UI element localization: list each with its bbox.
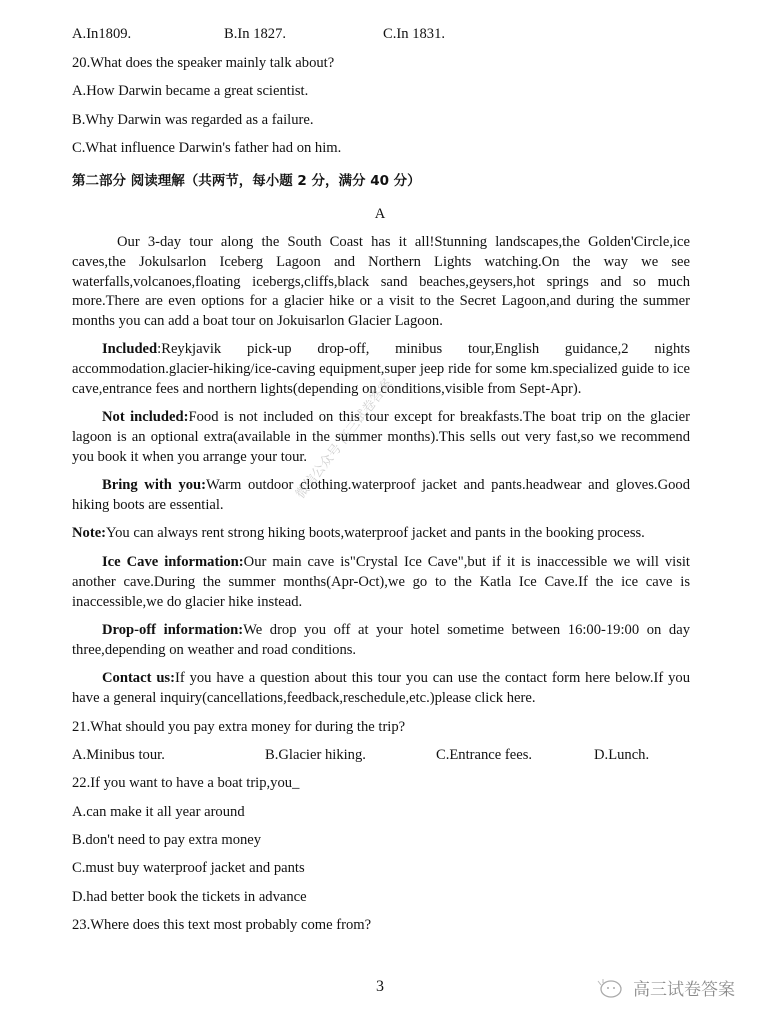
q21-option-d: D.Lunch. xyxy=(594,747,650,763)
not-included-label: Not included: xyxy=(102,409,189,425)
note-paragraph xyxy=(72,524,690,544)
q21-option-a: A.Minibus tour. xyxy=(72,747,165,763)
q20-option-b: B.Why Darwin was regarded as a failure. xyxy=(72,112,314,128)
page-number: 3 xyxy=(376,978,384,995)
contact-paragraph xyxy=(72,669,690,709)
ice-cave-text: Our main cave is"Crystal Ice Cave",but if it is inaccessible we will visit another cave.During the summer months(Apr-Oct),we go to the Katla Ice Cave.If the ice cave is inaccessible,we do glacier hike instead. xyxy=(72,554,690,610)
included-label: Included xyxy=(102,341,158,357)
included-text: Reykjavik pick-up drop-off, minibus tour,English guidance,2 nights accommodation.glacier-hiking/ice-caving equipment,super jeep ride for some km.specialized guide to ice cave,entrance fees and northern lights(depending on conditions,visible from Sept-Apr). xyxy=(72,341,690,397)
not-included-text: Food is not included on this tour except for breakfasts.The boat trip on the glacier lagoon is an optional extra(available in the summer months).This sells out very fast,so we recommend you book it when you arrange your tour. xyxy=(72,409,690,465)
contact-label: Contact us: xyxy=(102,670,175,686)
not-included-paragraph xyxy=(72,408,690,467)
q19-option-a: A.In1809. xyxy=(72,26,132,42)
bring-text: Warm outdoor clothing.waterproof jacket and pants.headwear and gloves.Good hiking boots are essential. xyxy=(72,477,690,513)
drop-off-label: Drop-off information: xyxy=(102,622,244,638)
q21-option-b: B.Glacier hiking. xyxy=(265,747,366,763)
q19-option-c: C.In 1831. xyxy=(383,26,446,42)
q22-question: 22.If you want to have a boat trip,you_ xyxy=(72,775,300,791)
q22-option-d: D.had better book the tickets in advance xyxy=(72,889,307,905)
ice-cave-paragraph xyxy=(72,553,690,612)
watermark: 微信公众号 高三试卷答案 xyxy=(293,376,396,502)
note-text: You can always rent strong hiking boots,waterproof jacket and pants in the booking process. xyxy=(106,525,645,541)
bring-paragraph xyxy=(72,476,690,516)
passage-intro: Our 3-day tour along the South Coast has it all!Stunning landscapes,the Golden'Circle,ice caves,the Jokulsarlon Iceberg Lagoon and Northern Lights watching.On the way we see waterfalls,volcanoes,floating icebergs,cliffs,black sand beaches,geysers,hot springs and so much more.There are even options for a glacier hike or a visit to the Secret Lagoon,and during the summer months you can add a boat tour on Jokuisarlon Glacier Lagoon. xyxy=(72,234,690,330)
q20-question: 20.What does the speaker mainly talk about? xyxy=(72,55,335,71)
q23-question: 23.Where does this text most probably come from? xyxy=(72,917,372,933)
contact-text: If you have a question about this tour you can use the contact form here below.If you have a general inquiry(cancellations,feedback,reschedule,etc.)please click here. xyxy=(72,670,690,706)
ice-cave-label: Ice Cave information: xyxy=(102,554,244,570)
wechat-logo xyxy=(595,975,735,1000)
separator: : xyxy=(157,341,162,357)
drop-off-text: We drop you off at your hotel sometime between 16:00-19:00 on day three,depending on weather and road conditions. xyxy=(72,622,690,658)
logo-text: 高三试卷答案 xyxy=(633,980,735,1000)
wechat-icon xyxy=(595,977,625,999)
q22-option-b: B.don't need to pay extra money xyxy=(72,832,262,848)
q21-question: 21.What should you pay extra money for during the trip? xyxy=(72,719,406,735)
q20-option-c: C.What influence Darwin's father had on him. xyxy=(72,140,342,156)
note-label: Note: xyxy=(72,525,107,541)
q21-option-c: C.Entrance fees. xyxy=(436,747,533,763)
section-title: 第二部分 阅读理解（共两节，每小题 2 分，满分 40 分） xyxy=(72,173,421,189)
q22-option-a: A.can make it all year around xyxy=(72,804,245,820)
drop-off-paragraph xyxy=(72,621,690,661)
q22-option-c: C.must buy waterproof jacket and pants xyxy=(72,860,305,876)
bring-label: Bring with you: xyxy=(102,477,207,493)
passage-label: A xyxy=(374,206,386,222)
q19-option-b: B.In 1827. xyxy=(224,26,287,42)
q20-option-a: A.How Darwin became a great scientist. xyxy=(72,83,309,99)
